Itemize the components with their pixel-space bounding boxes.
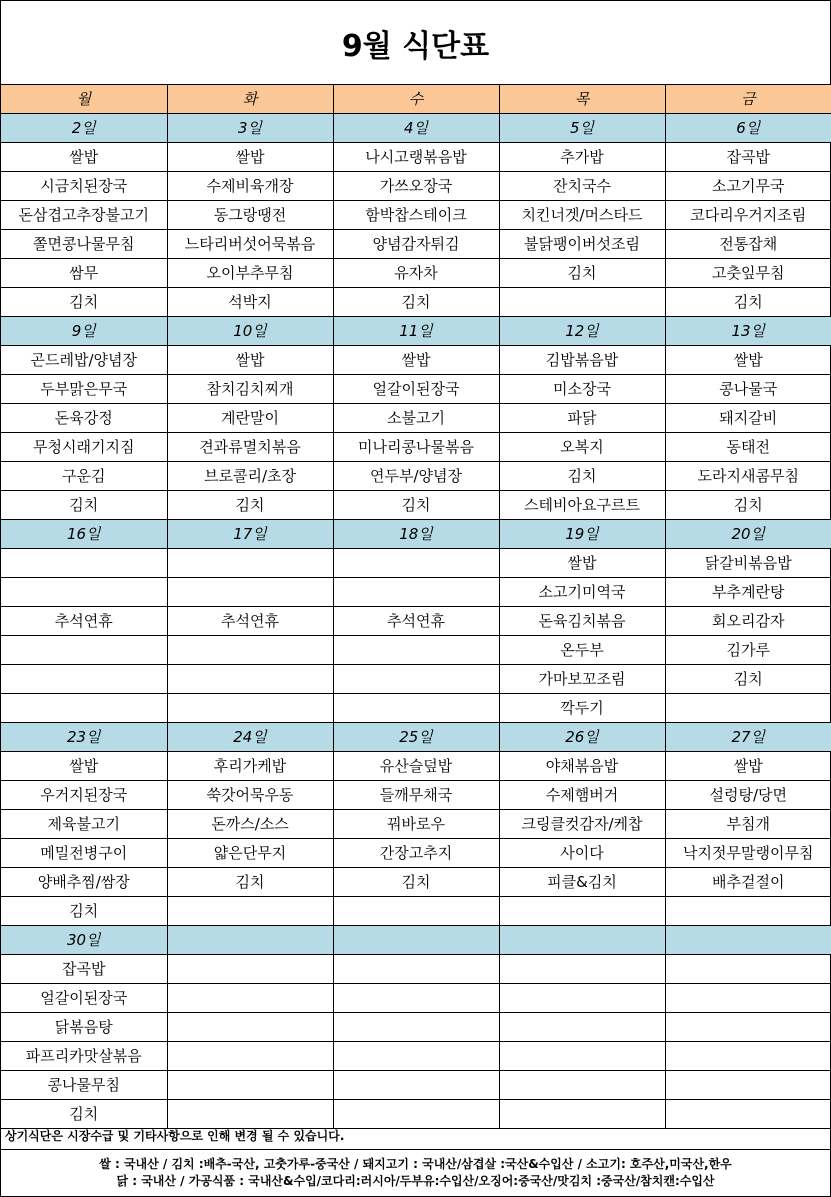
menu-item (167, 636, 333, 665)
date-cell: 20일 (665, 520, 831, 549)
menu-item: 동태전 (665, 433, 831, 462)
menu-row (1, 781, 831, 810)
date-cell: 12일 (499, 317, 665, 346)
menu-item (499, 1042, 665, 1071)
date-cell: 23일 (1, 723, 167, 752)
menu-item: 참치김치찌개 (167, 375, 333, 404)
menu-item (1, 578, 167, 607)
menu-table-body (1, 85, 831, 1129)
menu-item (1, 665, 167, 694)
weekday-tue: 화 (167, 85, 333, 114)
menu-item (167, 665, 333, 694)
menu-item: 소고기미역국 (499, 578, 665, 607)
date-cell: 2일 (1, 114, 167, 143)
menu-row (1, 810, 831, 839)
menu-item: 오복지 (499, 433, 665, 462)
menu-item (499, 955, 665, 984)
menu-row (1, 230, 831, 259)
menu-item (167, 578, 333, 607)
menu-item: 가쓰오장국 (333, 172, 499, 201)
menu-item: 함박찹스테이크 (333, 201, 499, 230)
menu-item: 잡곡밥 (1, 955, 167, 984)
menu-item (167, 1013, 333, 1042)
menu-item (499, 1071, 665, 1100)
menu-item (499, 984, 665, 1013)
menu-item (665, 984, 831, 1013)
date-row (1, 926, 831, 955)
menu-item: 수제햄버거 (499, 781, 665, 810)
menu-item (333, 549, 499, 578)
menu-item: 크링클컷감자/케찹 (499, 810, 665, 839)
menu-item: 쫄면콩나물무침 (1, 230, 167, 259)
date-cell: 3일 (167, 114, 333, 143)
menu-row (1, 1100, 831, 1129)
menu-item (333, 665, 499, 694)
menu-item (499, 1100, 665, 1129)
menu-item: 온두부 (499, 636, 665, 665)
menu-item (665, 897, 831, 926)
menu-item: 잔치국수 (499, 172, 665, 201)
menu-row (1, 636, 831, 665)
menu-item: 얼갈이된장국 (1, 984, 167, 1013)
menu-item: 돈삼겹고추장불고기 (1, 201, 167, 230)
weekday-mon: 월 (1, 85, 167, 114)
weekday-wed: 수 (333, 85, 499, 114)
weekday-thu: 목 (499, 85, 665, 114)
menu-item: 견과류멸치볶음 (167, 433, 333, 462)
date-cell: 16일 (1, 520, 167, 549)
menu-item: 스테비아요구르트 (499, 491, 665, 520)
holiday-cell: 추석연휴 (1, 607, 167, 636)
menu-item (333, 694, 499, 723)
menu-item: 김치 (665, 288, 831, 317)
menu-item (333, 955, 499, 984)
menu-item: 얼갈이된장국 (333, 375, 499, 404)
date-cell (499, 926, 665, 955)
origin-line-1: 쌀 : 국내산 / 김치 :배추-국산, 고춧가루-중국산 / 돼지고기 : 국내산/삼겹살 :국산&수입산 / 소고기: 호주산,미국산,한우 (99, 1157, 732, 1171)
menu-item: 소고기무국 (665, 172, 831, 201)
menu-item (1, 549, 167, 578)
menu-item (665, 955, 831, 984)
menu-row (1, 404, 831, 433)
menu-item: 김치 (665, 665, 831, 694)
holiday-cell: 추석연휴 (333, 607, 499, 636)
menu-item: 부침개 (665, 810, 831, 839)
holiday-cell: 추석연휴 (167, 607, 333, 636)
menu-item: 김밥볶음밥 (499, 346, 665, 375)
menu-item: 닭볶음탕 (1, 1013, 167, 1042)
menu-item: 우거지된장국 (1, 781, 167, 810)
date-row (1, 723, 831, 752)
menu-item: 연두부/양념장 (333, 462, 499, 491)
menu-item: 고춧잎무침 (665, 259, 831, 288)
change-notice: 상기식단은 시장수급 및 기타사항으로 인해 변경 될 수 있습니다. (5, 1129, 345, 1143)
menu-item: 제육불고기 (1, 810, 167, 839)
menu-item: 쌀밥 (1, 143, 167, 172)
menu-row (1, 201, 831, 230)
menu-item (333, 636, 499, 665)
menu-item (167, 897, 333, 926)
date-cell: 10일 (167, 317, 333, 346)
menu-row (1, 491, 831, 520)
menu-item: 느타리버섯어묵볶음 (167, 230, 333, 259)
date-cell (167, 926, 333, 955)
menu-item: 쌀밥 (333, 346, 499, 375)
menu-item: 파닭 (499, 404, 665, 433)
menu-row (1, 375, 831, 404)
date-cell: 11일 (333, 317, 499, 346)
menu-item: 김치 (333, 491, 499, 520)
menu-item: 쌀밥 (665, 752, 831, 781)
menu-item (665, 1100, 831, 1129)
menu-item (333, 984, 499, 1013)
menu-item: 유자차 (333, 259, 499, 288)
menu-item: 쌀밥 (1, 752, 167, 781)
menu-item (167, 1071, 333, 1100)
menu-row (1, 694, 831, 723)
menu-item (167, 1100, 333, 1129)
menu-row (1, 984, 831, 1013)
menu-item: 쌀밥 (167, 346, 333, 375)
menu-item: 브로콜리/초장 (167, 462, 333, 491)
menu-item: 쌀밥 (167, 143, 333, 172)
menu-item: 돈육강정 (1, 404, 167, 433)
menu-item (665, 1013, 831, 1042)
menu-item: 쌀밥 (665, 346, 831, 375)
menu-item: 미나리콩나물볶음 (333, 433, 499, 462)
menu-item: 김치 (167, 491, 333, 520)
menu-item: 시금치된장국 (1, 172, 167, 201)
menu-item (333, 578, 499, 607)
menu-item: 쌈무 (1, 259, 167, 288)
menu-item: 설렁탕/당면 (665, 781, 831, 810)
menu-item: 가마보꼬조림 (499, 665, 665, 694)
date-cell: 4일 (333, 114, 499, 143)
menu-item: 돈육김치볶음 (499, 607, 665, 636)
menu-item: 파프리카맛살볶음 (1, 1042, 167, 1071)
date-cell: 18일 (333, 520, 499, 549)
menu-item: 도라지새콤무침 (665, 462, 831, 491)
menu-row (1, 897, 831, 926)
menu-item: 유산슬덮밥 (333, 752, 499, 781)
menu-item: 낙지젓무말랭이무침 (665, 839, 831, 868)
menu-item: 추가밥 (499, 143, 665, 172)
menu-item: 콩나물무침 (1, 1071, 167, 1100)
date-cell: 6일 (665, 114, 831, 143)
menu-item: 양념감자튀김 (333, 230, 499, 259)
menu-row (1, 752, 831, 781)
menu-item: 잡곡밥 (665, 143, 831, 172)
menu-item: 야채볶음밥 (499, 752, 665, 781)
menu-item: 김치 (167, 868, 333, 897)
date-cell: 9일 (1, 317, 167, 346)
menu-item: 두부맑은무국 (1, 375, 167, 404)
menu-item (1, 694, 167, 723)
menu-item (333, 1013, 499, 1042)
menu-row (1, 1013, 831, 1042)
date-cell: 19일 (499, 520, 665, 549)
weekday-fri: 금 (665, 85, 831, 114)
menu-item: 돈까스/소스 (167, 810, 333, 839)
date-cell: 27일 (665, 723, 831, 752)
menu-item: 들깨무채국 (333, 781, 499, 810)
menu-item: 오이부추무침 (167, 259, 333, 288)
menu-item: 배추겉절이 (665, 868, 831, 897)
menu-item: 깍두기 (499, 694, 665, 723)
menu-item (499, 897, 665, 926)
menu-row (1, 143, 831, 172)
menu-item: 후리가케밥 (167, 752, 333, 781)
menu-item: 전통잡채 (665, 230, 831, 259)
menu-item: 치킨너겟/머스타드 (499, 201, 665, 230)
menu-item: 나시고랭볶음밥 (333, 143, 499, 172)
menu-item: 무청시래기지짐 (1, 433, 167, 462)
date-cell: 26일 (499, 723, 665, 752)
menu-item (499, 288, 665, 317)
menu-item: 코다리우거지조림 (665, 201, 831, 230)
menu-item: 메밀전병구이 (1, 839, 167, 868)
date-cell: 30일 (1, 926, 167, 955)
menu-item (167, 955, 333, 984)
menu-item: 계란말이 (167, 404, 333, 433)
menu-item: 부추계란탕 (665, 578, 831, 607)
menu-item: 쌀밥 (499, 549, 665, 578)
menu-row (1, 839, 831, 868)
menu-row (1, 578, 831, 607)
menu-item: 간장고추지 (333, 839, 499, 868)
menu-item: 석박지 (167, 288, 333, 317)
date-cell: 25일 (333, 723, 499, 752)
menu-item: 미소장국 (499, 375, 665, 404)
menu-item: 불닭팽이버섯조림 (499, 230, 665, 259)
menu-item (665, 1042, 831, 1071)
menu-item (333, 897, 499, 926)
menu-row (1, 868, 831, 897)
page-title: 9월 식단표 (1, 1, 830, 85)
menu-item: 닭갈비볶음밥 (665, 549, 831, 578)
menu-row (1, 955, 831, 984)
date-cell (333, 926, 499, 955)
menu-item: 김가루 (665, 636, 831, 665)
date-cell (665, 926, 831, 955)
date-cell: 17일 (167, 520, 333, 549)
menu-item: 김치 (1, 491, 167, 520)
menu-row (1, 462, 831, 491)
menu-item: 김치 (333, 868, 499, 897)
date-row (1, 317, 831, 346)
menu-item: 양배추찜/쌈장 (1, 868, 167, 897)
menu-item: 김치 (1, 1100, 167, 1129)
menu-item (167, 549, 333, 578)
menu-item: 꿔바로우 (333, 810, 499, 839)
menu-table (1, 84, 831, 1129)
menu-item: 회오리감자 (665, 607, 831, 636)
menu-item: 구운김 (1, 462, 167, 491)
date-cell: 13일 (665, 317, 831, 346)
menu-row (1, 607, 831, 636)
menu-row (1, 549, 831, 578)
menu-row (1, 288, 831, 317)
menu-item: 사이다 (499, 839, 665, 868)
menu-row (1, 346, 831, 375)
menu-item: 콩나물국 (665, 375, 831, 404)
date-cell: 5일 (499, 114, 665, 143)
menu-item: 김치 (333, 288, 499, 317)
menu-item (333, 1100, 499, 1129)
origin-legend (1, 1156, 830, 1190)
menu-item (167, 694, 333, 723)
menu-item: 쑥갓어묵우동 (167, 781, 333, 810)
menu-item: 김치 (499, 259, 665, 288)
weekday-header-row (1, 85, 831, 114)
menu-item (333, 1042, 499, 1071)
menu-row (1, 433, 831, 462)
menu-item: 피클&김치 (499, 868, 665, 897)
menu-row (1, 665, 831, 694)
menu-item: 김치 (1, 288, 167, 317)
date-cell: 24일 (167, 723, 333, 752)
menu-item (167, 984, 333, 1013)
menu-item: 돼지갈비 (665, 404, 831, 433)
menu-item (665, 1071, 831, 1100)
menu-row (1, 172, 831, 201)
menu-item (499, 1013, 665, 1042)
menu-item: 김치 (499, 462, 665, 491)
menu-item (333, 1071, 499, 1100)
menu-item: 김치 (665, 491, 831, 520)
menu-item: 곤드레밥/양념장 (1, 346, 167, 375)
date-row (1, 114, 831, 143)
menu-item: 김치 (1, 897, 167, 926)
menu-row (1, 1071, 831, 1100)
menu-item: 얇은단무지 (167, 839, 333, 868)
menu-row (1, 1042, 831, 1071)
menu-item: 소불고기 (333, 404, 499, 433)
menu-item: 수제비육개장 (167, 172, 333, 201)
origin-line-2: 닭 : 국내산 / 가공식품 : 국내산&수입/코다리:러시아/두부유:수입산/오징어:중국산/맛김치 :중국산/참치캔:수입산 (116, 1174, 715, 1188)
date-row (1, 520, 831, 549)
menu-item: 동그랑땡전 (167, 201, 333, 230)
footer-divider (1, 1149, 830, 1150)
menu-row (1, 259, 831, 288)
menu-item (167, 1042, 333, 1071)
menu-item (665, 694, 831, 723)
menu-item (1, 636, 167, 665)
